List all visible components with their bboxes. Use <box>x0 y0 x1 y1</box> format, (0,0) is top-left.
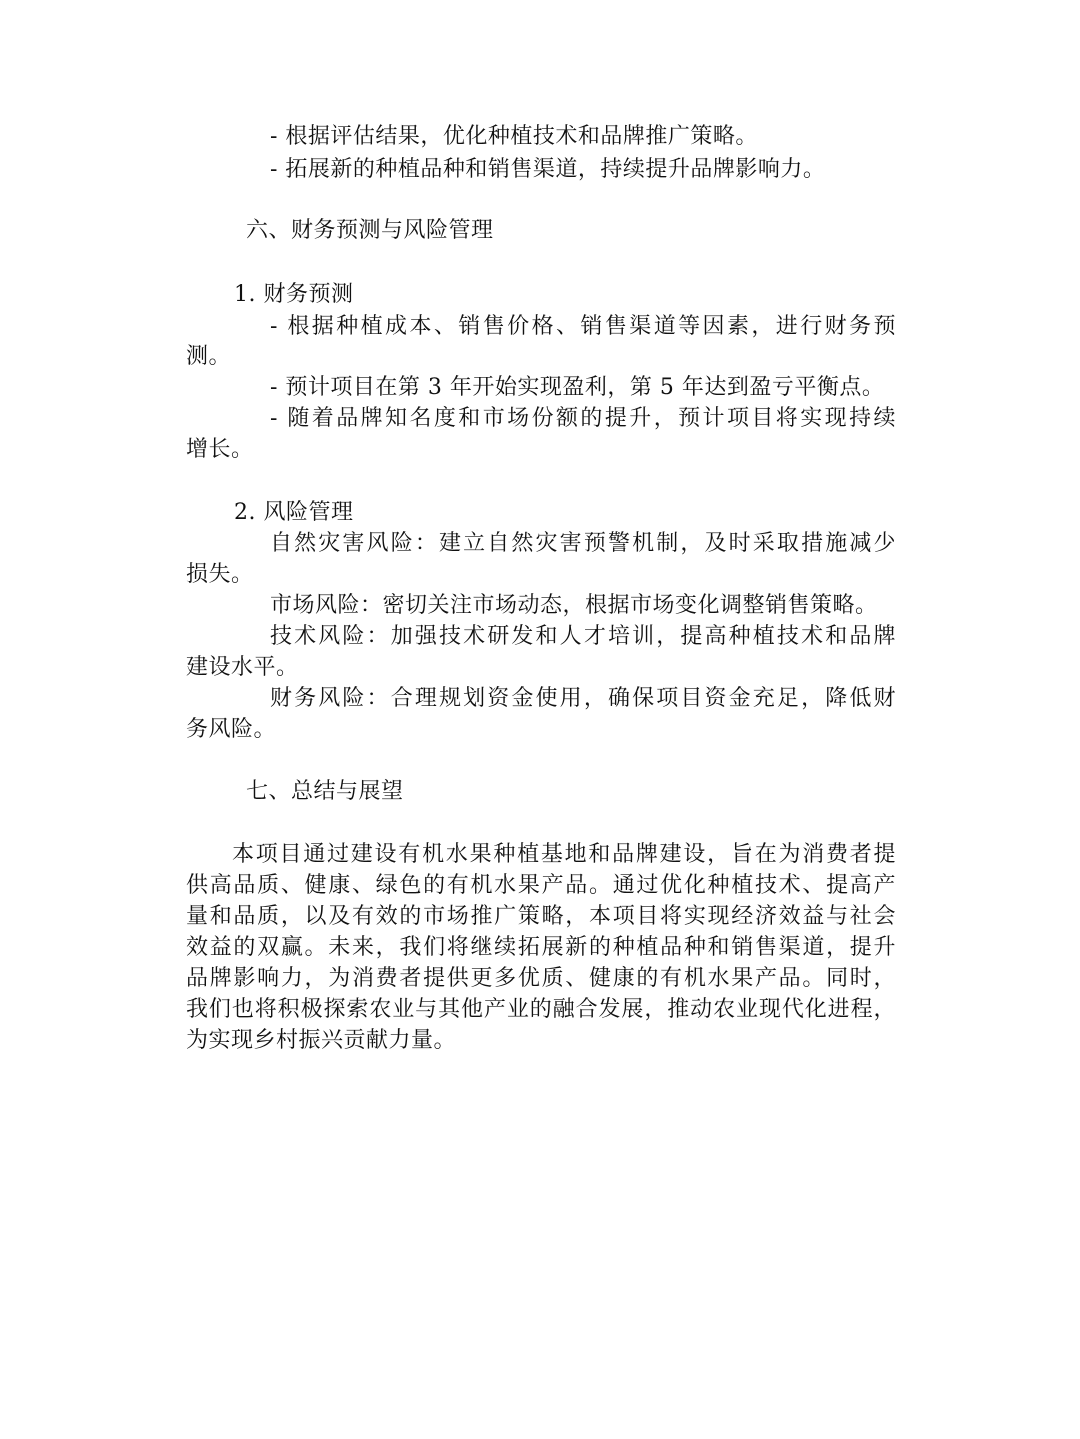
list-item-continuation: 测。 <box>186 344 232 369</box>
risk-item: 市场风险：密切关注市场动态，根据市场变化调整销售策略。 <box>270 593 878 618</box>
risk-item: 财务风险：合理规划资金使用，确保项目资金充足，降低财 <box>270 686 896 711</box>
subsection-heading: 1. 财务预测 <box>234 282 354 307</box>
paragraph-line: 品牌影响力，为消费者提供更多优质、健康的有机水果产品。同时， <box>186 966 896 991</box>
list-item: - 根据评估结果，优化种植技术和品牌推广策略。 <box>270 124 758 149</box>
risk-item: 自然灾害风险：建立自然灾害预警机制，及时采取措施减少 <box>270 531 896 556</box>
risk-item-continuation: 建设水平。 <box>186 655 299 680</box>
risk-item-continuation: 损失。 <box>186 562 254 587</box>
paragraph-line: 本项目通过建设有机水果种植基地和品牌建设，旨在为消费者提 <box>232 842 896 867</box>
list-item: - 根据种植成本、销售价格、销售渠道等因素，进行财务预 <box>270 314 896 339</box>
paragraph-line: 效益的双赢。未来，我们将继续拓展新的种植品种和销售渠道，提升 <box>186 935 896 960</box>
paragraph-line: 量和品质，以及有效的市场推广策略，本项目将实现经济效益与社会 <box>186 904 896 929</box>
list-item: - 拓展新的种植品种和销售渠道，持续提升品牌影响力。 <box>270 157 826 182</box>
risk-item-continuation: 务风险。 <box>186 717 277 742</box>
list-item-continuation: 增长。 <box>186 437 254 462</box>
section-heading: 七、总结与展望 <box>246 779 404 804</box>
paragraph-line: 我们也将积极探索农业与其他产业的融合发展，推动农业现代化进程， <box>186 997 896 1022</box>
list-item: - 预计项目在第 3 年开始实现盈利，第 5 年达到盈亏平衡点。 <box>270 375 885 400</box>
paragraph-line: 供高品质、健康、绿色的有机水果产品。通过优化种植技术、提高产 <box>186 873 896 898</box>
paragraph-line: 为实现乡村振兴贡献力量。 <box>186 1028 457 1053</box>
risk-item: 技术风险：加强技术研发和人才培训，提高种植技术和品牌 <box>270 624 896 649</box>
subsection-heading: 2. 风险管理 <box>234 500 354 525</box>
section-heading: 六、财务预测与风险管理 <box>246 218 494 243</box>
list-item: - 随着品牌知名度和市场份额的提升，预计项目将实现持续 <box>270 406 896 431</box>
